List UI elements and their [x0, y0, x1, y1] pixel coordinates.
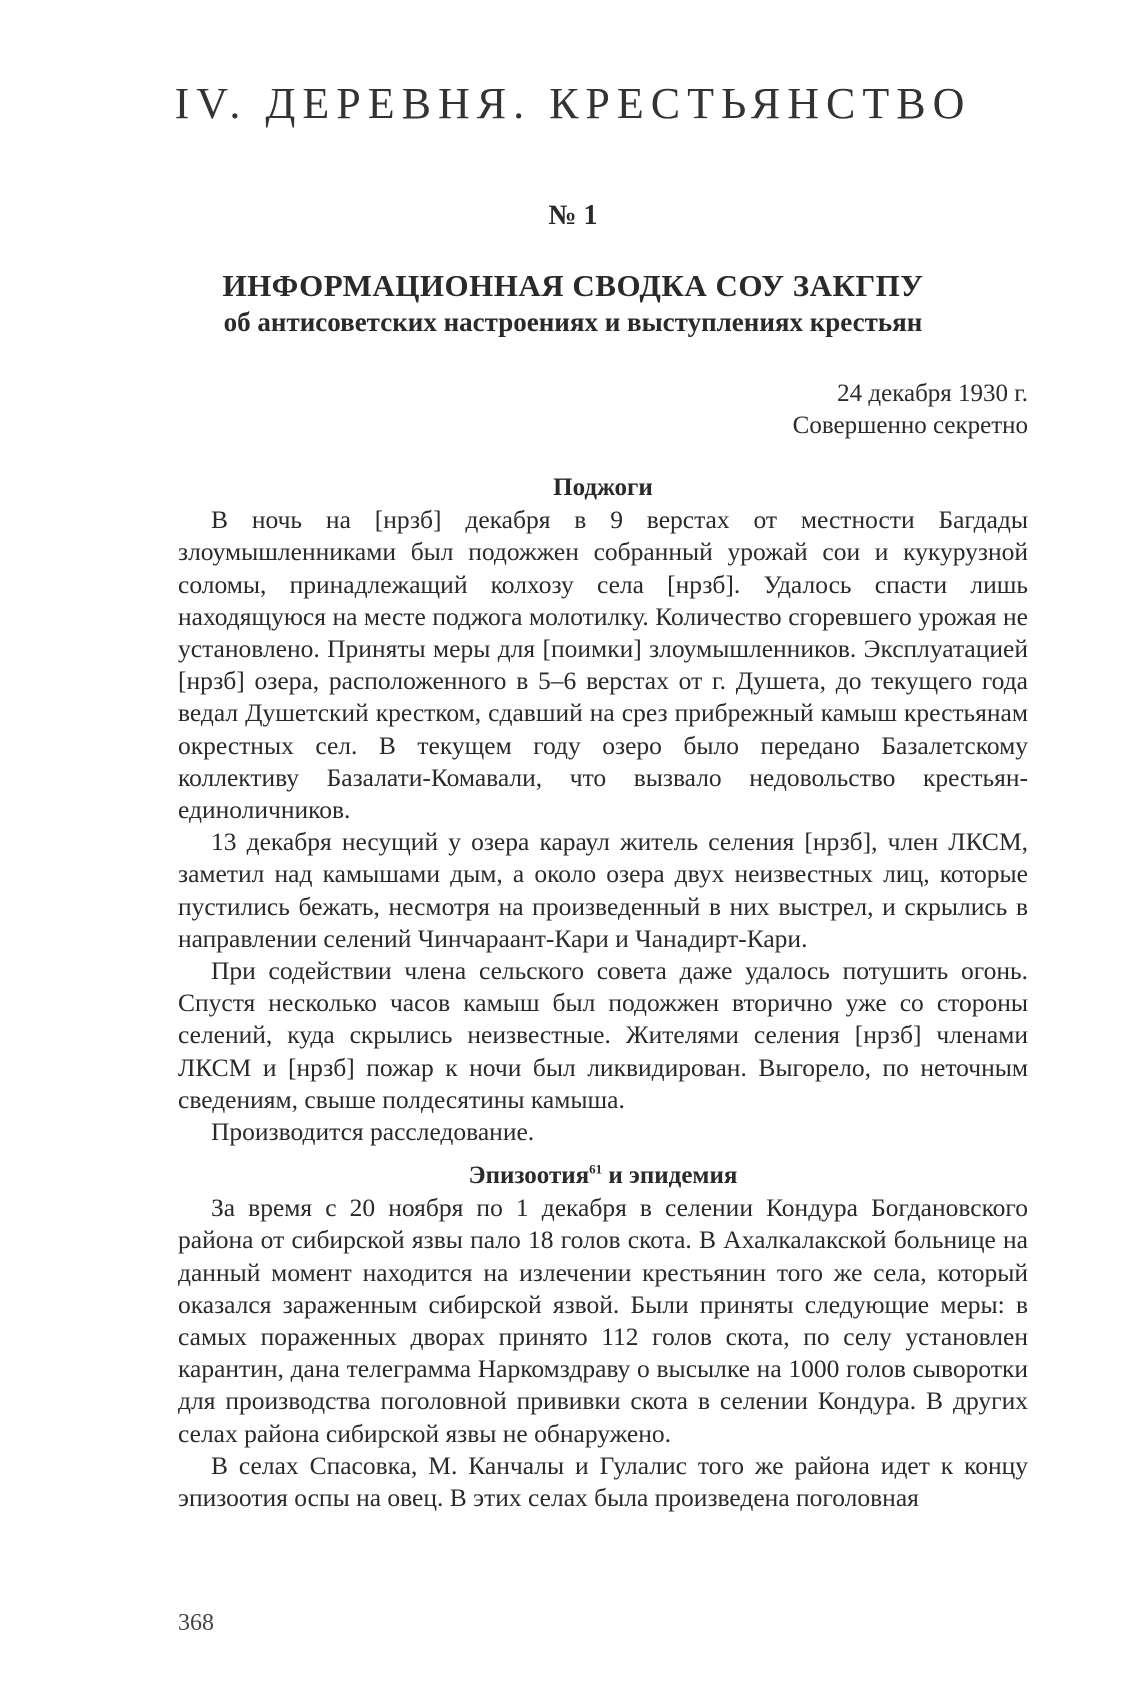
document-date: 24 декабря 1930 г.	[837, 380, 1028, 407]
chapter-title: IV. ДЕРЕВНЯ. КРЕСТЬЯНСТВО	[174, 79, 972, 128]
paragraph: При содействии члена сельского совета даже удалось потушить огонь. Спустя несколько часов камыш был подожжен вторично уже со стороны селений, куда скрылись неизвестные. Жителями селения [нрзб] членами ЛКСМ и [нрзб] пожар к ночи был ликвидирован. Выгорело, по неточным сведениям, свыше полдесятины камыша.	[178, 956, 1028, 1114]
paragraph: За время с 20 ноября по 1 декабря в селении Кондура Богдановского района от сибирской язвы пало 18 голов скота. В Ахалкалакской больнице на данный момент находится на излечении крестьянин того же села, который оказался зараженным сибирской язвой. Были приняты следующие меры: в самых пораженных дворах принято 112 голов скота, по селу установлен карантин, дана телеграмма Наркомздраву о высылке на 1000 голов сыворотки для производства поголовной прививки скота в селении Кондура. В других селах района сибирской язвы не обнаружено.	[178, 1193, 1028, 1448]
section-heading	[178, 1160, 1028, 1192]
section-epizootic	[178, 1160, 1028, 1514]
section-arson	[178, 472, 1028, 1148]
classification-stamp: Совершенно секретно	[792, 412, 1028, 439]
document-number: № 1	[548, 200, 598, 231]
heading-text: Эпизоотия	[468, 1162, 590, 1189]
document-title: ИНФОРМАЦИОННАЯ СВОДКА СОУ ЗАКГПУ	[222, 268, 924, 303]
paragraph: 13 декабря несущий у озера караул житель селения [нрзб], член ЛКСМ, заметил над камышами дым, а около озера двух неизвестных лиц, которые пустились бежать, несмотря на произведенный в них выстрел, и скрылись в направлении селений Чинчараант-Кари и Чанадирт-Кари.	[178, 827, 1028, 953]
document-subtitle: об антисоветских настроениях и выступлениях крестьян	[223, 307, 923, 337]
paragraph: В селах Спасовка, М. Канчалы и Гулалис того же района идет к концу эпизоотия оспы на овец. В этих селах была произведена поголовная	[178, 1450, 1028, 1513]
section-heading: Поджоги	[553, 474, 653, 501]
page-number: 368	[178, 1610, 214, 1636]
paragraph: Производится расследование.	[211, 1117, 535, 1147]
footnote-ref[interactable]: 61	[589, 1161, 603, 1177]
paragraph: В ночь на [нрзб] декабря в 9 верстах от местности Багдады злоумышленниками был подожжен собранный урожай сои и кукурузной соломы, принадлежащий колхозу села [нрзб]. Удалось спасти лишь находящуюся на месте поджога молотилку. Количество сгоревшего урожая не установлено. Приняты меры для [поимки] злоумышленников. Эксплуатацией [нрзб] озера, расположенного в 5–6 верстах от г. Душета, до текущего года ведал Душетский крестком, сдавший на срез прибрежный камыш крестьянам окрестных сел. В текущем году озеро было передано Базалетскому коллективу Базалати-Комавали, что вызвало недовольство крестьян-единоличников.	[178, 505, 1028, 825]
heading-text-tail: и эпидемия	[602, 1162, 738, 1189]
